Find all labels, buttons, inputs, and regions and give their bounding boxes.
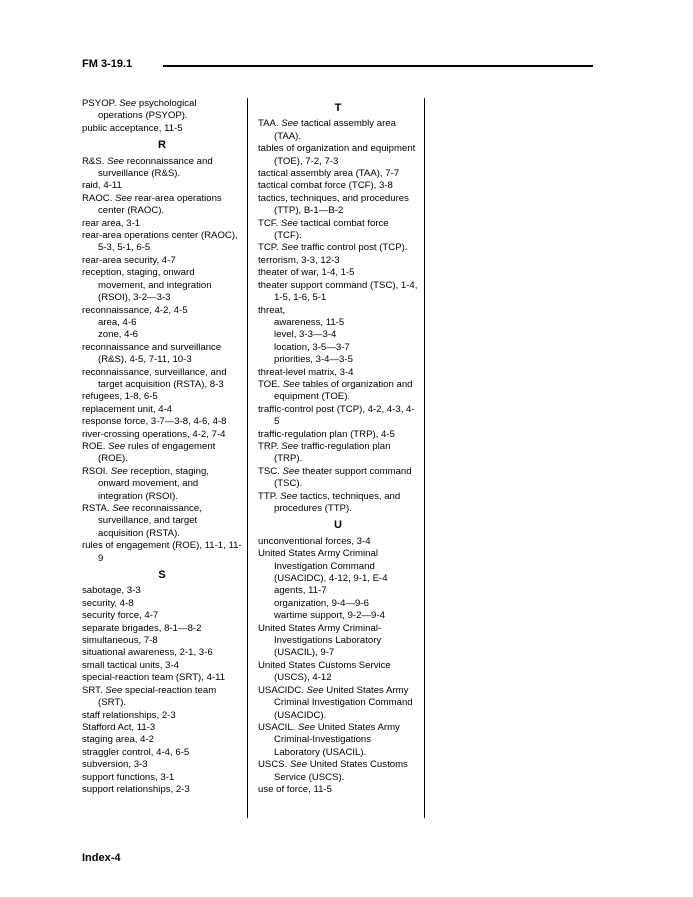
see-reference: See	[112, 503, 130, 514]
index-term: RSTA.	[82, 503, 113, 514]
index-entry	[82, 685, 242, 710]
index-subentry: priorities, 3-4—3-5	[274, 354, 353, 366]
index-term: SRT.	[82, 684, 106, 696]
see-reference: See	[282, 378, 300, 390]
index-entry: simultaneous, 7-8	[82, 635, 158, 647]
index-term: USACIDC.	[258, 684, 307, 696]
index-entry: reception, staging, onward movement, and integration (RSOI), 3-2—3-3	[82, 267, 212, 304]
index-entry: United States Army Criminal Investigation Command (USACIDC), 4-12, 9-1, E-4	[258, 548, 388, 585]
index-entry: traffic-regulation plan (TRP), 4-5	[258, 428, 395, 440]
index-entry	[258, 118, 418, 143]
index-term: R&S.	[82, 155, 108, 167]
see-reference: See	[105, 684, 123, 696]
index-entry: reconnaissance and surveillance (R&S), 4-5, 7-11, 10-3	[82, 341, 222, 366]
index-entry: special-reaction team (SRT), 4-11	[82, 672, 226, 684]
index-entry: sabotage, 3-3	[82, 585, 141, 597]
index-entry: threat-level matrix, 3-4	[258, 366, 354, 378]
index-entry: public acceptance, 11-5	[82, 122, 183, 134]
index-entry: tables of organization and equipment (TOE), 7-2, 7-3	[258, 143, 416, 167]
see-target: theater support command (TSC).	[274, 465, 412, 490]
see-reference: See	[110, 465, 128, 477]
see-target: tactical combat force (TCF).	[274, 217, 389, 242]
index-entry: support relationships, 2-3	[82, 783, 190, 795]
see-reference: See	[306, 684, 324, 696]
index-subentry: agents, 11-7	[274, 585, 327, 597]
index-subentry: organization, 9-4—9-6	[274, 597, 369, 609]
see-reference: See	[281, 118, 299, 130]
index-entry: threat,	[258, 304, 286, 316]
index-entry: United States Army Criminal-Investigations Laboratory (USACIL), 9-7	[258, 622, 382, 659]
index-entry: river-crossing operations, 4-2, 7-4	[82, 428, 226, 440]
index-entry: straggler control, 4-4, 6-5	[82, 746, 190, 758]
index-entry: unconventional forces, 3-4	[258, 535, 371, 547]
see-target: tables of organization and equipment (TOE).	[274, 378, 413, 403]
index-entry: theater of war, 1-4, 1-5	[258, 267, 355, 279]
index-entry: tactics, techniques, and procedures (TTP), B-1—B-2	[258, 192, 409, 217]
see-target: rear-area operations center (RAOC).	[98, 192, 222, 217]
index-entry	[258, 466, 418, 491]
index-entry: separate brigades, 8-1—8-2	[82, 622, 202, 634]
index-entry: raid, 4-11	[82, 180, 122, 192]
see-reference: See	[280, 217, 298, 229]
index-entry	[258, 491, 418, 516]
index-letter-heading: U	[334, 519, 342, 532]
see-target: United States Army Criminal-Investigations Laboratory (USACIL).	[274, 721, 400, 758]
index-subentry: location, 3-5—3-7	[274, 341, 350, 353]
index-entry: Stafford Act, 11-3	[82, 721, 156, 733]
index-entry: use of force, 11-5	[258, 783, 332, 795]
index-entry: reconnaissance, 4-2, 4-5	[82, 304, 188, 316]
see-reference: See	[107, 155, 125, 167]
index-entry: United States Customs Service (USCS), 4-12	[258, 659, 391, 684]
index-letter-heading: S	[158, 569, 166, 582]
index-entry	[258, 685, 418, 722]
index-entry	[258, 441, 418, 466]
see-target: United States Customs Service (USCS).	[274, 759, 408, 783]
index-entry: small tactical units, 3-4	[82, 659, 180, 671]
see-reference: See	[282, 465, 300, 477]
index-entry: rear-area operations center (RAOC), 5-3, 5-1, 6-5	[82, 230, 238, 254]
index-column-right	[258, 98, 418, 796]
index-entry	[82, 503, 242, 540]
index-subentry: level, 3-3—3-4	[274, 329, 337, 341]
column-divider-left	[247, 98, 248, 818]
index-entry: staff relationships, 2-3	[82, 709, 176, 721]
header-rule	[163, 65, 593, 67]
index-entry	[82, 98, 242, 123]
index-entry: situational awareness, 2-1, 3-6	[82, 647, 213, 659]
see-target: psychological operations (PSYOP).	[98, 98, 197, 122]
index-entry: refugees, 1-8, 6-5	[82, 391, 158, 403]
index-entry: security force, 4-7	[82, 610, 159, 622]
see-target: reception, staging, onward movement, and integration (RSOI).	[98, 465, 209, 502]
see-target: reconnaissance and surveillance (R&S).	[98, 155, 213, 180]
index-entry: rules of engagement (ROE), 11-1, 11-9	[82, 540, 242, 564]
index-entry	[82, 466, 242, 503]
index-entry: replacement unit, 4-4	[82, 403, 173, 415]
see-target: special-reaction team (SRT).	[98, 684, 217, 709]
index-term: TAA.	[258, 118, 282, 130]
see-reference: See	[281, 440, 299, 452]
index-letter-heading: R	[158, 139, 166, 152]
index-entry: staging area, 4-2	[82, 734, 154, 746]
index-subentry: zone, 4-6	[98, 329, 139, 341]
index-entry: terrorism, 3-3, 12-3	[258, 254, 340, 266]
index-term: RSOI.	[82, 465, 111, 477]
see-target: traffic control post (TCP).	[298, 242, 408, 254]
index-entry	[82, 156, 242, 181]
index-term: USACIL.	[258, 721, 298, 733]
index-term: TCP.	[258, 242, 282, 254]
index-term: TRP.	[258, 440, 282, 452]
index-entry: support functions, 3-1	[82, 771, 175, 783]
index-term: RAOC.	[82, 192, 116, 204]
index-term: USCS.	[258, 759, 290, 771]
index-entry: security, 4-8	[82, 597, 134, 609]
see-reference: See	[281, 242, 299, 254]
index-entry	[82, 193, 242, 218]
index-entry	[258, 759, 418, 784]
index-term: TCF.	[258, 217, 281, 229]
index-entry: rear-area security, 4-7	[82, 254, 176, 266]
page-number: Index-4	[82, 852, 121, 864]
index-entry	[258, 379, 418, 404]
index-term: TSC.	[258, 465, 283, 477]
see-target: tactical assembly area (TAA).	[274, 118, 396, 142]
index-entry: tactical combat force (TCF), 3-8	[258, 180, 393, 192]
index-entry: response force, 3-7—3-8, 4-6, 4-8	[82, 416, 227, 428]
index-entry: rear area, 3-1	[82, 217, 141, 229]
see-target: rules of engagement (ROE).	[98, 440, 216, 465]
index-subentry: awareness, 11-5	[274, 316, 345, 328]
document-id: FM 3-19.1	[82, 58, 133, 70]
see-reference: See	[298, 721, 316, 733]
index-entry: tactical assembly area (TAA), 7-7	[258, 168, 400, 180]
see-reference: See	[108, 440, 126, 452]
index-column-left	[82, 98, 242, 796]
index-entry	[82, 441, 242, 466]
index-term: TOE.	[258, 378, 283, 390]
index-subentry: wartime support, 9-2—9-4	[274, 610, 385, 622]
index-subentry: area, 4-6	[98, 316, 137, 328]
index-term: PSYOP.	[82, 98, 120, 109]
index-entry: subversion, 3-3	[82, 759, 148, 771]
see-target: United States Army Criminal Investigation Command (USACIDC).	[274, 684, 413, 721]
index-entry	[258, 722, 418, 759]
see-reference: See	[115, 192, 133, 204]
index-term: TTP.	[258, 490, 281, 502]
see-reference: See	[290, 759, 308, 771]
column-divider-right	[424, 98, 425, 818]
index-entry: theater support command (TSC), 1-4, 1-5, 1-6, 5-1	[258, 279, 418, 304]
see-target: tactics, techniques, and procedures (TTP).	[274, 490, 401, 514]
see-reference: See	[280, 490, 298, 502]
index-entry	[258, 218, 418, 243]
index-letter-heading: T	[334, 102, 342, 114]
index-term: ROE.	[82, 440, 109, 452]
see-target: reconnaissance, surveillance, and target acquisition (RSTA).	[98, 503, 202, 539]
index-entry	[258, 242, 418, 254]
index-entry: reconnaissance, surveillance, and target acquisition (RSTA), 8-3	[82, 366, 227, 390]
index-entry: traffic-control post (TCP), 4-2, 4-3, 4-5	[258, 403, 415, 428]
see-target: traffic-regulation plan (TRP).	[274, 440, 391, 465]
see-reference: See	[119, 98, 137, 109]
